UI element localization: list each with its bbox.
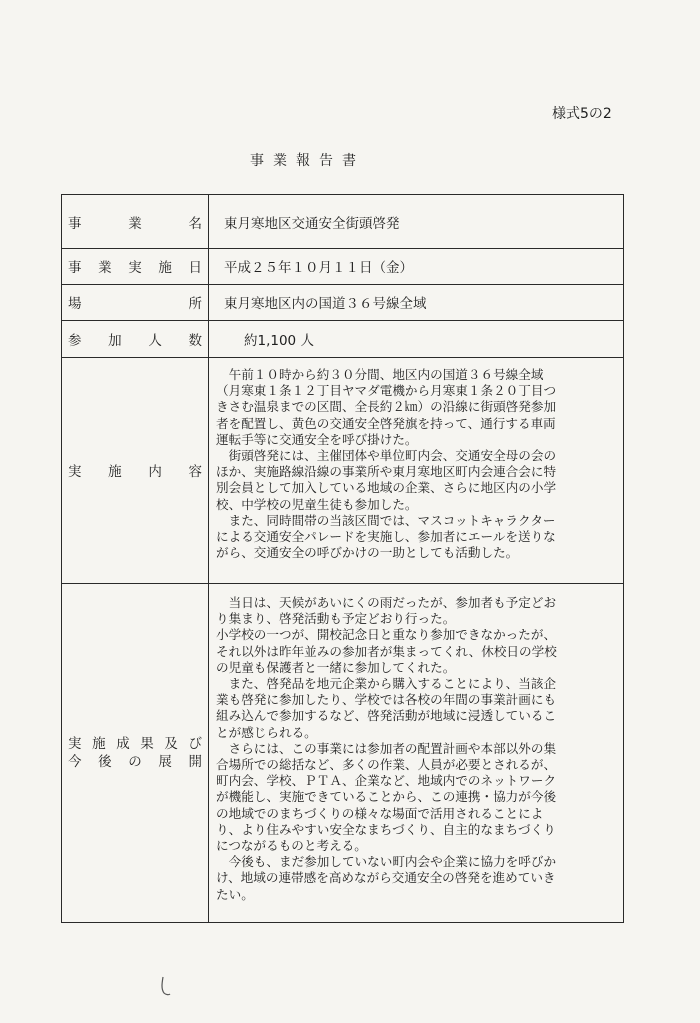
details-text	[216, 367, 617, 561]
results-label	[68, 735, 202, 771]
text-line: （月寒東１条１２丁目ヤマダ電機から月寒東１条２０丁目つ	[216, 383, 557, 399]
label-char: 日	[188, 260, 202, 276]
text-line: たい。	[216, 886, 254, 902]
date-label	[68, 256, 202, 276]
project-name-label	[68, 212, 202, 232]
label-cell	[62, 357, 209, 583]
label-char: 業	[128, 215, 142, 232]
form-number: 様式5の2	[552, 106, 612, 122]
participants-value: 約1,100 人	[244, 332, 314, 349]
label-char: 容	[188, 464, 202, 480]
text-line: 別会員として加入している地域の企業、さらに地区内の小学	[216, 480, 557, 496]
label-char: 施	[108, 464, 122, 480]
results-text	[216, 595, 617, 903]
location-label	[68, 292, 202, 312]
label-char: 内	[148, 464, 162, 480]
text-line: 校、中学校の児童生徒も参加した。	[216, 496, 418, 512]
label-char: 後	[98, 753, 112, 770]
text-line: 者を配置し、黄色の交通安全啓発旗を持って、通行する車両	[216, 415, 556, 431]
row-project-name	[62, 195, 623, 249]
label-char: 加	[108, 332, 122, 349]
label-cell	[62, 583, 209, 922]
text-line: 午前１０時から約３０分間、地区内の国道３６号線全域	[216, 367, 544, 382]
label-char: 果	[140, 735, 154, 752]
label-char: 名	[188, 215, 202, 232]
participants-label	[68, 329, 202, 349]
label-char: 事	[68, 215, 82, 232]
text-line: の地域でのまちづくりの様々な場面で活用されることによ	[216, 805, 544, 821]
text-line: さらには、この事業には参加者の配置計画や本部以外の集	[216, 740, 557, 756]
text-line: がら、交通安全の呼びかけの一助としても活動した。	[216, 545, 519, 561]
label-cell	[62, 284, 209, 320]
text-line: 当日は、天候があいにくの雨だったが、参加者も予定どお	[216, 595, 557, 610]
label-char: 施	[92, 735, 106, 752]
project-name-value: 東月寒地区交通安全街頭啓発	[224, 215, 400, 232]
label-char: 人	[148, 332, 162, 349]
label-char: 展	[158, 753, 172, 770]
row-date	[62, 248, 623, 285]
label-char: 及	[164, 735, 178, 752]
label-char: 参	[68, 332, 82, 349]
row-location	[62, 284, 623, 321]
document-title: 事業報告書	[250, 153, 365, 169]
value-cell	[208, 284, 623, 320]
text-line: ほか、実施路線沿線の事業所や東月寒地区町内会連合会に特	[216, 464, 557, 480]
text-line: 今後も、まだ参加していない町内会や企業に協力を呼びか	[216, 854, 557, 870]
label-char: 数	[188, 332, 202, 349]
results-label-line1	[68, 735, 202, 753]
label-char: 業	[98, 260, 112, 276]
label-char: 事	[68, 260, 82, 276]
text-line: 町内会、学校、ＰＴＡ、企業など、地域内でのネットワーク	[216, 773, 557, 789]
text-line: 街頭啓発には、主催団体や単位町内会、交通安全母の会の	[216, 448, 557, 464]
text-line: また、啓発品を地元企業から購入することにより、当該企	[216, 676, 557, 692]
text-line: 小学校の一つが、開校記念日と重なり参加できなかったが、	[216, 627, 557, 643]
text-line: 業も啓発に参加したり、学校では各校の年間の事業計画にも	[216, 692, 557, 708]
date-value: 平成２５年１０月１１日（金）	[224, 260, 413, 276]
text-line: また、同時間帯の当該区間では、マスコットキャラクター	[216, 512, 556, 528]
details-label	[68, 460, 202, 480]
text-line: り、より住みやすい安全なまちづくり、自主的なまちづくり	[216, 821, 556, 837]
label-char: 施	[158, 260, 172, 276]
label-char: 実	[128, 260, 142, 276]
text-line: 組み込んで参加するなど、啓発活動が地域に浸透しているこ	[216, 708, 557, 724]
location-value: 東月寒地区内の国道３６号線全域	[224, 296, 427, 312]
results-label-line2	[68, 753, 202, 771]
label-char: 開	[188, 753, 202, 770]
label-char: 実	[68, 735, 82, 752]
row-results	[62, 583, 623, 922]
report-table	[61, 194, 624, 923]
label-char: 今	[68, 753, 82, 770]
value-cell	[208, 248, 623, 284]
label-char: び	[188, 735, 202, 752]
value-cell	[208, 195, 623, 248]
label-cell	[62, 248, 209, 284]
label-char: 所	[188, 296, 202, 312]
text-line: につながるものと考える。	[216, 838, 367, 854]
text-line: 運転手等に交通安全を呼び掛けた。	[216, 431, 418, 447]
pencil-mark	[160, 975, 172, 997]
label-char: 実	[68, 464, 82, 480]
label-char: 成	[116, 735, 130, 752]
value-cell	[208, 320, 623, 357]
text-line: による交通安全パレードを実施し、参加者にエールを送りな	[216, 529, 556, 545]
label-cell	[62, 320, 209, 357]
label-cell	[62, 195, 209, 248]
label-char: 場	[68, 296, 82, 312]
text-line: それ以外は昨年並みの参加者が集まってくれ、休校日の学校	[216, 643, 557, 659]
label-char: の	[128, 753, 142, 770]
text-line: きさむ温泉までの区間、全長約２㎞）の沿線に街頭啓発参加	[216, 399, 557, 415]
value-cell	[208, 583, 623, 922]
text-line: の児童も保護者と一緒に参加してくれた。	[216, 659, 456, 675]
text-line: が機能し、実施できていることから、この連携・協力が今後	[216, 789, 557, 805]
text-line: 合場所での総括など、多くの作業、人員が必要とされるが、	[216, 757, 557, 773]
row-details	[62, 357, 623, 584]
row-participants	[62, 320, 623, 358]
text-line: り集まり、啓発活動も予定どおり行った。	[216, 611, 456, 627]
text-line: とが感じられる。	[216, 724, 317, 740]
text-line: け、地域の連帯感を高めながら交通安全の啓発を進めていき	[216, 870, 556, 886]
value-cell	[208, 357, 623, 583]
